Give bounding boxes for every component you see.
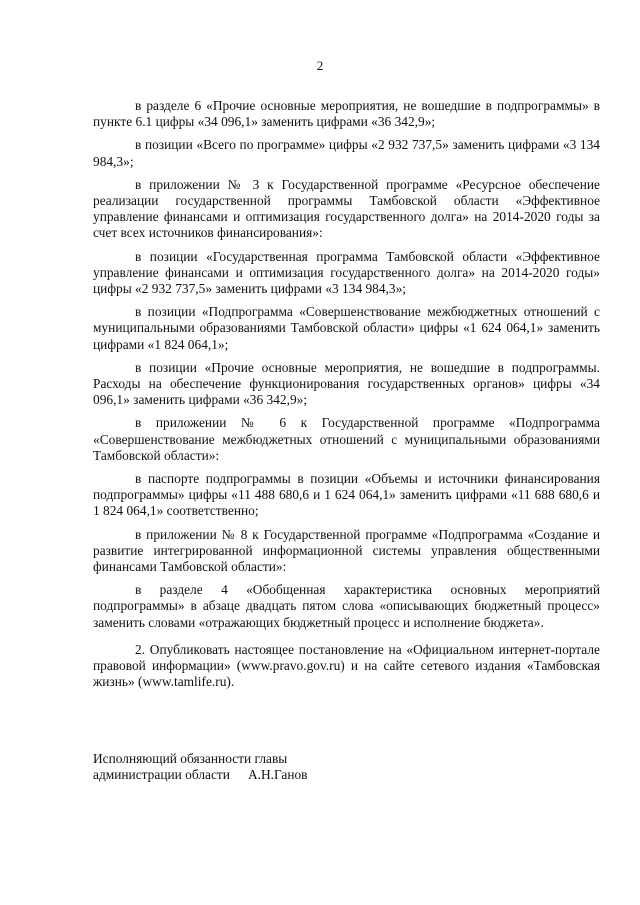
signature-block [93, 751, 453, 783]
paragraph-passport: в паспорте подпрограммы в позиции «Объемы и источники финансирования подпрограммы» цифры «11 488 680,6 и 1 624 064,1» заменить цифрами «11 688 680,6 и 1 824 064,1» соответственно; [93, 471, 600, 519]
paragraph-section4: в разделе 4 «Обобщенная характеристика основных мероприятий подпрограммы» в абзаце двадцать пятом слова «описывающих бюджетный процесс» заменить словами «отражающих бюджетный процесс и исполнение бюджета». [93, 582, 600, 630]
paragraph-other-activities: в позиции «Прочие основные мероприятия, не вошедшие в подпрограммы. Расходы на обеспечение функционирования государственных органов» цифры «34 096,1» заменить цифрами «36 342,9»; [93, 359, 600, 408]
paragraph-appendix8: в приложении № 8 к Государственной программе «Подпрограмма «Создание и развитие интегрированной информационной системы управления общественными финансами Тамбовской области»: [93, 526, 600, 575]
signature-title-line2: администрации области [93, 767, 230, 782]
paragraph-publish: 2. Опубликовать настоящее постановление на «Официальном интернет-портале правовой информации» (www.pravo.gov.ru) и на сайте сетевого издания «Тамбовская жизнь» (www.tamlife.ru). [93, 641, 600, 690]
signature-name: А.Н.Ганов [247, 767, 308, 782]
paragraph-appendix3: в приложении № 3 к Государственной программе «Ресурсное обеспечение реализации государственной программы Тамбовской области «Эффективное управление финансами и оптимизация государственного долга» на 2014-2020 годы за счет всех источников финансирования»: [93, 176, 600, 241]
paragraph-section6-item: в разделе 6 «Прочие основные мероприятия, не вошедшие в подпрограммы» в пункте 6.1 цифры «34 096,1» заменить цифрами «36 342,9»; [93, 98, 600, 130]
paragraph-total-program: в позиции «Всего по программе» цифры «2 932 737,5» заменить цифрами «3 134 984,3»; [93, 137, 600, 169]
signature-title-line2-row [93, 767, 453, 783]
signature-title-line1: Исполняющий обязанности главы [93, 751, 288, 766]
document-body [93, 98, 600, 698]
page-number: 2 [316, 58, 324, 73]
paragraph-appendix6: в приложении № 6 к Государственной программе «Подпрограмма «Совершенствование межбюджетных отношений с муниципальными образованиями Тамбовской области»: [93, 415, 600, 463]
paragraph-state-program-position: в позиции «Государственная программа Тамбовской области «Эффективное управление финансами и оптимизация государственного долга» на 2014-2020 годы» цифры «2 932 737,5» заменить цифрами «3 134 984,3»; [93, 248, 600, 297]
paragraph-subprogram-position: в позиции «Подпрограмма «Совершенствование межбюджетных отношений с муниципальными образованиями Тамбовской области» цифры «1 624 064,1» заменить цифрами «1 824 064,1»; [93, 304, 600, 352]
